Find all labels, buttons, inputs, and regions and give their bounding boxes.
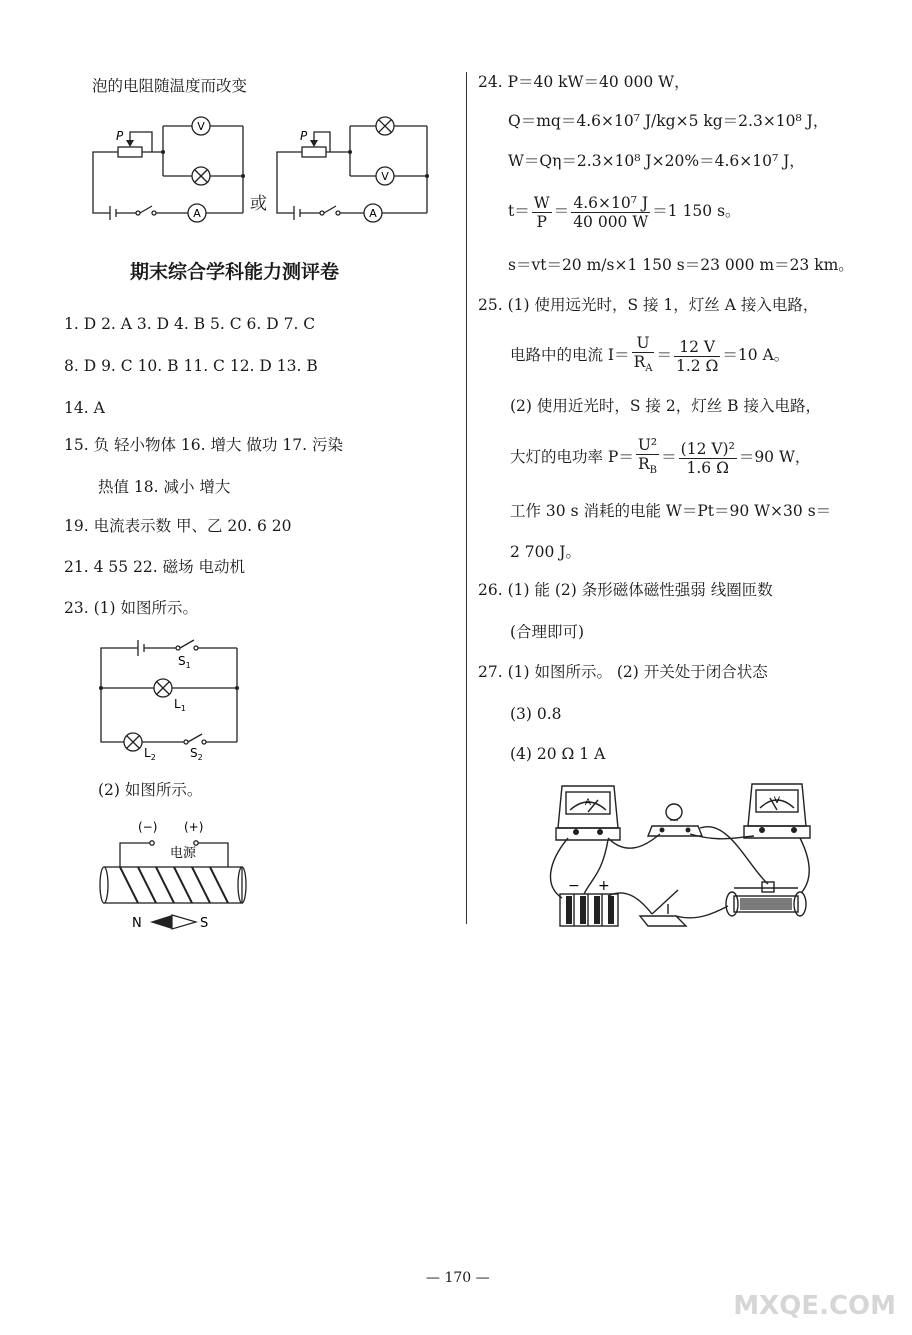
south-pole-label: S [200, 916, 209, 931]
q24-line2: Q＝mq＝4.6×10⁷ J/kg×5 kg＝2.3×10⁸ J， [508, 112, 829, 130]
q25-line6: 2 700 J。 [510, 543, 582, 561]
q26-line2: (合理即可) [510, 623, 585, 641]
minus-terminal-label: (−) [138, 820, 158, 834]
label-p: P [300, 129, 308, 143]
label-p: P [116, 129, 124, 143]
or-label: 或 [250, 194, 267, 214]
answer-line: 21. 4 55 22. 磁场 电动机 [64, 558, 246, 576]
answer-line: 15. 负 轻小物体 16. 增大 做功 17. 污染 [64, 436, 343, 454]
physical-circuit-diagram [548, 778, 820, 930]
battery-minus-sign: − [568, 878, 580, 894]
q24-time-formula: t＝ $\frac{W}{P}$ ＝ $\frac{\text{4.6×10⁷ J}}{40 000 W}$ ＝1 150 s。 [508, 193, 741, 231]
answer-line: (2) 如图所示。 [98, 781, 203, 799]
q26-line1: 26. (1) 能 (2) 条形磁体磁性强弱 线圈匝数 [478, 581, 773, 599]
q24-line1: 24. P＝40 kW＝40 000 W， [478, 73, 690, 91]
watermark: MXQE.COM [733, 1291, 896, 1321]
voltmeter-label: V [773, 796, 781, 806]
q27-line2: (3) 0.8 [510, 705, 562, 723]
answer-line: 14. A [64, 399, 105, 417]
q27-line1: 27. (1) 如图所示。 (2) 开关处于闭合状态 [478, 663, 768, 681]
solenoid-diagram [100, 815, 250, 935]
lamp-l2-label: $L_2$ [144, 746, 156, 762]
lamp-l1-label: $L_1$ [174, 697, 186, 713]
q25-current-formula: 电路中的电流 I＝ $\frac{U}{R_A}$ ＝ $\frac{12 V}{1.2 \Omega}$ ＝10 A。 [510, 334, 790, 375]
circuit-diagram-2 [272, 118, 432, 223]
answer-line: 19. 电流表示数 甲、乙 20. 6 20 [64, 517, 292, 535]
answer-line: 1. D 2. A 3. D 4. B 5. C 6. D 7. C [64, 315, 316, 333]
section-title: 期末综合学科能力测评卷 [130, 261, 340, 283]
voltmeter-label: V [197, 120, 205, 133]
answer-line: 热值 18. 减小 增大 [98, 478, 231, 496]
q25-line3: (2) 使用近光时，S 接 2，灯丝 B 接入电路， [510, 397, 821, 415]
power-source-label: 电源 [170, 846, 197, 861]
page-number: — 170 — [426, 1270, 490, 1286]
intro-text: 泡的电阻随温度而改变 [92, 77, 248, 95]
plus-terminal-label: (+) [184, 820, 204, 834]
ammeter-label: A [584, 798, 592, 808]
circuit-diagram-23 [96, 636, 244, 762]
voltmeter-label: V [381, 170, 389, 183]
circuit-diagram-1 [88, 118, 248, 223]
q25-line5: 工作 30 s 消耗的电能 W＝Pt＝90 W×30 s＝ [510, 502, 832, 520]
switch-s1-label: $S_1$ [178, 654, 191, 670]
battery-plus-sign: + [598, 878, 610, 894]
ammeter-label: A [369, 207, 377, 220]
q24-line3: W＝Qη＝2.3×10⁸ J×20%＝4.6×10⁷ J， [508, 152, 805, 170]
answer-line: 8. D 9. C 10. B 11. C 12. D 13. B [64, 357, 318, 375]
switch-s2-label: $S_2$ [190, 746, 203, 762]
q25-power-formula: 大灯的电功率 P＝ $\frac{\text{U²}}{R_B}$ ＝ $\frac{\text{(12 V)²}}{1.6 \Omega}$ ＝90 W， [510, 436, 811, 477]
q27-line3: (4) 20 Ω 1 A [510, 745, 606, 763]
q24-line5: s＝vt＝20 m/s×1 150 s＝23 000 m＝23 km。 [508, 256, 854, 274]
q25-line1: 25. (1) 使用远光时，S 接 1，灯丝 A 接入电路， [478, 296, 819, 314]
ammeter-label: A [193, 207, 201, 220]
north-pole-label: N [132, 916, 142, 931]
answer-line: 23. (1) 如图所示。 [64, 599, 198, 617]
column-divider [466, 72, 467, 924]
